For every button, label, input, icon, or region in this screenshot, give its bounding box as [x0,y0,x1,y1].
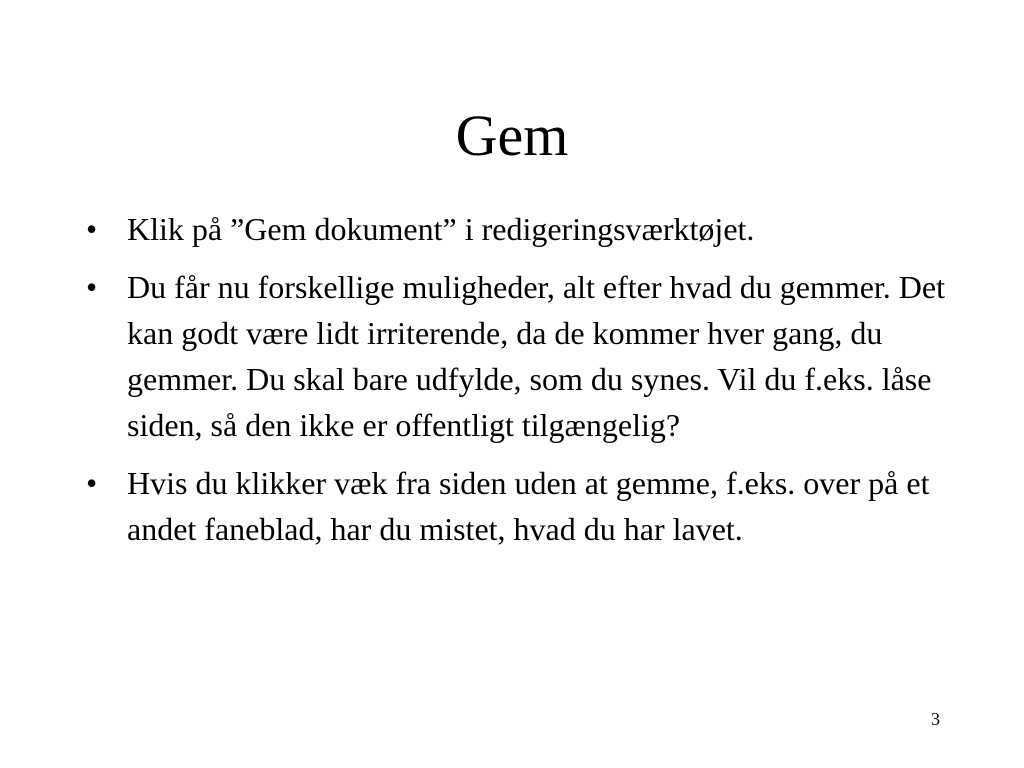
page-number: 3 [931,709,940,729]
bullet-item [82,264,952,448]
bullet-item [82,206,952,252]
bullet-item [82,460,952,552]
bullet-text: Hvis du klikker væk fra siden uden at gemme, f.eks. over på et andet faneblad, har du mistet, hvad du har lavet. [127,465,930,547]
slide-title: Gem [455,103,569,168]
bullet-list [82,206,952,564]
bullet-text: Du får nu forskellige muligheder, alt efter hvad du gemmer. Det kan godt være lidt irriterende, da de kommer hver gang, du gemmer. Du skal bare udfylde, som du synes. Vil du f.eks. låse siden, så den ikke er offentligt tilgængelig? [127,269,945,443]
bullet-icon: • [86,211,98,247]
bullet-icon: • [86,269,98,305]
bullet-icon: • [86,465,98,501]
bullet-text: Klik på ”Gem dokument” i redigeringsværktøjet. [127,211,755,247]
